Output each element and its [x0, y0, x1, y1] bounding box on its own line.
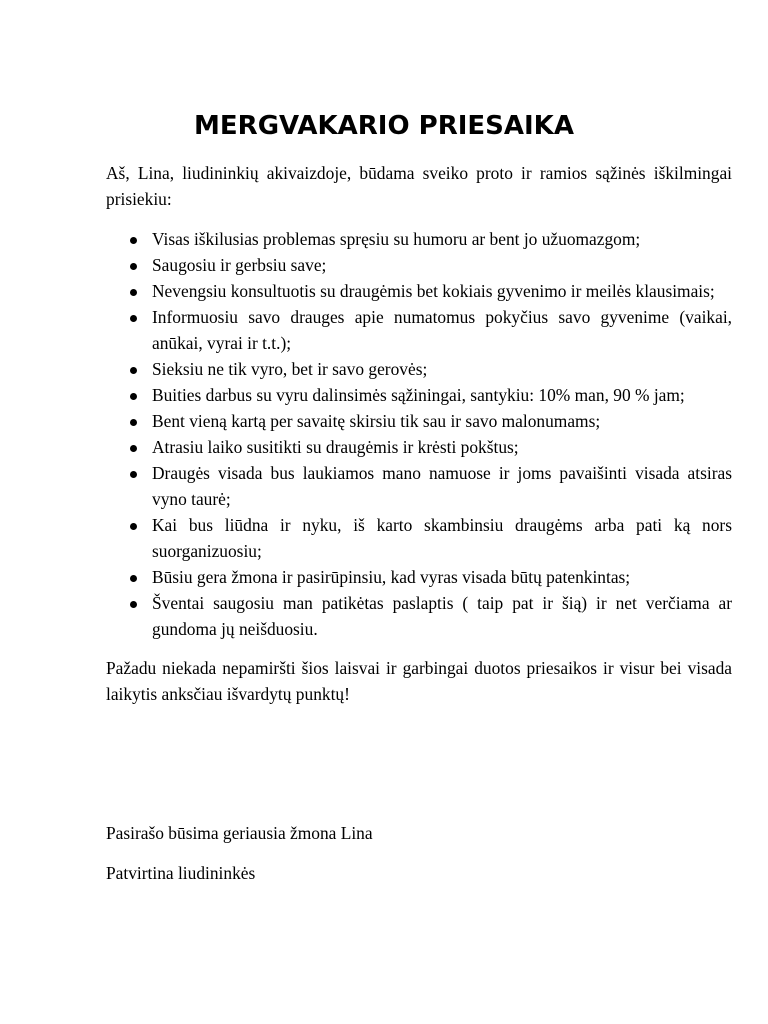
list-item: [106, 356, 732, 382]
list-item-text: Visas iškilusias problemas spręsiu su humoru ar bent jo užuomazgom;: [152, 229, 641, 249]
bullet-icon: [130, 393, 137, 400]
bullet-icon: [130, 367, 137, 374]
intro-paragraph: Aš, Lina, liudininkių akivaizdoje, būdama sveiko proto ir ramios sąžinės iškilmingai prisiekiu:: [106, 163, 732, 209]
bullet-icon: [130, 315, 137, 322]
list-item: [106, 564, 732, 590]
bullet-icon: [130, 601, 137, 608]
list-item: [106, 304, 732, 356]
list-item-text: Atrasiu laiko susitikti su draugėmis ir krėsti pokštus;: [152, 437, 519, 457]
bullet-icon: [130, 445, 137, 452]
list-item-text: Kai bus liūdna ir nyku, iš karto skambinsiu draugėms arba pati ką nors suorganizuosiu;: [152, 515, 732, 561]
list-item: [106, 252, 732, 278]
bullet-icon: [130, 471, 137, 478]
list-item-text: Nevengsiu konsultuotis su draugėmis bet kokiais gyvenimo ir meilės klausimais;: [152, 281, 715, 301]
bullet-icon: [130, 237, 137, 244]
list-item: [106, 434, 732, 460]
bullet-icon: [130, 289, 137, 296]
list-item-text: Saugosiu ir gerbsiu save;: [152, 255, 327, 275]
list-item: [106, 278, 732, 304]
list-item-text: Šventai saugosiu man patikėtas paslaptis ( taip pat ir šią) ir net verčiama ar gundoma jų neišduosiu.: [152, 593, 732, 639]
list-item: [106, 226, 732, 252]
list-item: [106, 382, 732, 408]
signature-line: Pasirašo būsima geriausia žmona Lina: [106, 823, 373, 843]
list-item-text: Būsiu gera žmona ir pasirūpinsiu, kad vyras visada būtų patenkintas;: [152, 567, 631, 587]
bullet-icon: [130, 575, 137, 582]
oath-list: [106, 226, 732, 642]
closing-paragraph: Pažadu niekada nepamiršti šios laisvai ir garbingai duotos priesaikos ir visur bei visada laikytis anksčiau išvardytų punktų!: [106, 658, 732, 704]
list-item: [106, 460, 732, 512]
witnesses-line: Patvirtina liudininkės: [106, 863, 256, 883]
document-body: [106, 160, 732, 707]
bullet-icon: [130, 523, 137, 530]
list-item-text: Buities darbus su vyru dalinsimės sąžiningai, santykiu: 10% man, 90 % jam;: [152, 385, 685, 405]
bullet-icon: [130, 263, 137, 270]
list-item-text: Draugės visada bus laukiamos mano namuose ir joms pavaišinti visada atsiras vyno taurė;: [152, 463, 732, 509]
list-item: [106, 512, 732, 564]
list-item: [106, 590, 732, 642]
list-item: [106, 408, 732, 434]
bullet-icon: [130, 419, 137, 426]
list-item-text: Bent vieną kartą per savaitę skirsiu tik sau ir savo malonumams;: [152, 411, 601, 431]
document-title: MERGVAKARIO PRIESAIKA: [194, 111, 574, 141]
list-item-text: Informuosiu savo drauges apie numatomus pokyčius savo gyvenime (vaikai, anūkai, vyrai ir t.t.);: [152, 307, 732, 353]
list-item-text: Sieksiu ne tik vyro, bet ir savo gerovės;: [152, 359, 428, 379]
